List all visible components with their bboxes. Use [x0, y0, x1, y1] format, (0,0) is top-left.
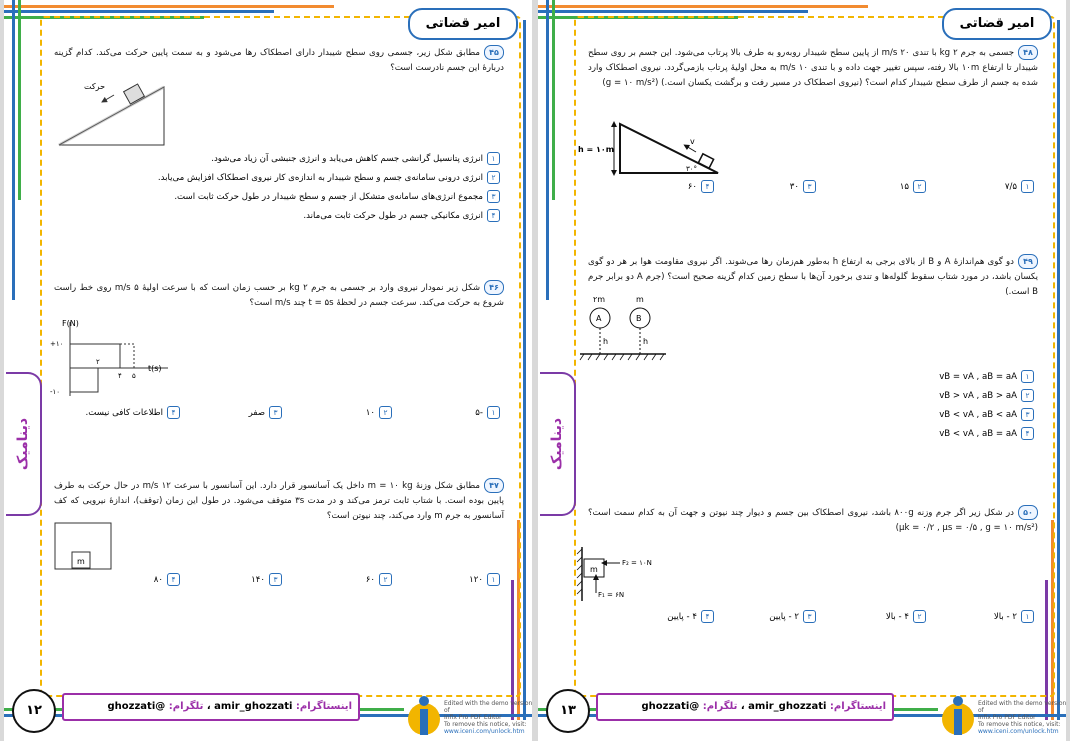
right-stripe-blue — [523, 20, 526, 720]
question-number: ۴۹ — [1018, 254, 1038, 269]
footer-social — [62, 693, 360, 721]
option-text: ۶۰ — [365, 575, 375, 585]
option-text: vB = vA , aB = aA — [939, 372, 1017, 382]
option-number: ۳ — [803, 180, 816, 193]
ball-b-label: B — [636, 314, 642, 323]
option-1[interactable] — [469, 573, 500, 586]
brand-logo-icon — [938, 689, 978, 737]
telegram-label: تلگرام: — [168, 701, 204, 712]
force-f1-label: F₁ = ۶N — [598, 591, 625, 599]
ball-a-label: A — [596, 314, 602, 323]
velocity-arrow — [686, 146, 696, 152]
option-text: ۱۲۰ — [469, 575, 483, 585]
question-text: جسمی به جرم ۲ kg با تندی ۲۰ m/s از پایین سطح شیبدار روبه‌رو به طرف بالا پرتاب می‌شود. این جسم بر روی سطح شیبدار تا ارتفاع ۱۰m بالا رفته، سپس تغییر جهت داده و با تندی ۱۰ m/s به محل اولیهٔ پرتاب بازمی‌گردد. نیروی اصطکاک وارد شده به جسم از طرف سطح شیبدار کدام است؟ (نیروی اصطکاک در مسیر رفت و برگشت یکسان است.) (g = ۱۰ m/s²) — [588, 48, 1038, 88]
option-number: ۲ — [379, 573, 392, 586]
watermark-line: Infix Pro PDF Editor — [978, 714, 1036, 721]
option-number: ۱ — [487, 152, 500, 165]
height-label-b: h — [643, 337, 649, 346]
side-tab-label: دینامیک — [15, 417, 31, 471]
option-number: ۲ — [1021, 389, 1034, 402]
question-text: دو گوی هم‌اندازهٔ A و B از بالای برجی به ارتفاع h به‌طور هم‌زمان رها می‌شوند. اگر نیروی مقاومت هوا بر هر دو گوی یکسان باشد، در مورد شتاب سقوط گلوله‌ها و تندی برخورد آن‌ها با سطح زمین کدام گزینه صحیح است؟ (جرم A دو برابر جرم B است.) — [588, 257, 1038, 297]
x-tick-3: ۵ — [132, 372, 136, 380]
option-text: ۱۰ — [365, 408, 375, 418]
instagram-label: اینستاگرام: — [295, 701, 352, 712]
force-f2-label: F₂ = ۱۰N — [622, 559, 652, 567]
option-2[interactable] — [158, 171, 500, 185]
watermark-line: Edited with the demo version of — [444, 700, 532, 714]
option-text: ۲ - پایین — [769, 612, 799, 622]
question-text: مطابق شکل زیر، جسمی روی سطح شیبدار دارای اصطکاک رها می‌شود و به سمت پایین حرکت می‌کند. کدام گزینه دربارهٔ این جسم نادرست است؟ — [54, 48, 504, 73]
demo-watermark — [978, 700, 1066, 735]
height-label-a: h — [603, 337, 609, 346]
watermark-link[interactable]: www.iceni.com/unlock.htm — [978, 728, 1059, 735]
option-text: ۶۰ — [687, 182, 697, 192]
option-text: انرژی پتانسیل گرانشی جسم کاهش می‌یابد و انرژی جنبشی آن زیاد می‌شود. — [211, 154, 483, 164]
top-stripe-blue — [538, 10, 808, 13]
telegram-handle[interactable]: @ghozzati — [641, 701, 700, 712]
side-tab — [540, 372, 576, 516]
side-tab-label: دینامیک — [549, 417, 565, 471]
separator: ، — [206, 701, 211, 712]
question-48 — [588, 45, 1038, 91]
option-text: vB > vA , aB > aA — [939, 391, 1017, 401]
option-3[interactable] — [251, 573, 282, 586]
question-number: ۵۰ — [1018, 505, 1038, 520]
option-text: ۴ - بالا — [885, 612, 909, 622]
option-text: صفر — [248, 408, 265, 418]
option-number: ۳ — [487, 190, 500, 203]
option-2[interactable] — [366, 573, 392, 586]
option-text: -۵ — [475, 408, 483, 418]
force-time-graph — [48, 316, 188, 400]
y-axis-label: F(N) — [62, 319, 79, 328]
option-text: ۸۰ — [153, 575, 163, 585]
option-3[interactable] — [249, 406, 282, 419]
top-stripe-orange — [4, 5, 334, 8]
option-3[interactable] — [174, 190, 500, 204]
header-title: امیر قضاتی — [942, 8, 1052, 40]
left-stripe-blue — [546, 0, 549, 300]
option-number: ۲ — [913, 180, 926, 193]
y-tick-pos: +۱۰ — [50, 340, 64, 348]
watermark-line: Edited with the demo version of — [978, 700, 1066, 714]
option-number: ۱ — [1021, 370, 1034, 383]
question-number: ۴۶ — [484, 280, 504, 295]
option-2[interactable] — [939, 389, 1034, 403]
option-text: ۱۵ — [899, 182, 909, 192]
telegram-handle[interactable]: @ghozzati — [107, 701, 166, 712]
motion-arrow — [102, 95, 114, 102]
option-text: انرژی مکانیکی جسم در طول حرکت ثابت می‌ماند. — [303, 211, 483, 221]
y-tick-neg: -۱۰ — [50, 388, 61, 396]
option-text: ۲ - بالا — [993, 612, 1017, 622]
option-number: ۴ — [167, 406, 180, 419]
balls-figure — [578, 292, 668, 362]
motion-label: حرکت — [84, 82, 106, 91]
angle-label: ۳۰° — [686, 165, 698, 173]
option-number: ۱ — [1021, 610, 1034, 623]
option-text: ۴ - پایین — [667, 612, 697, 622]
instagram-handle[interactable]: amir_ghozzati — [748, 701, 827, 712]
option-1[interactable] — [939, 370, 1034, 384]
x-axis-label: t(s) — [148, 364, 162, 373]
option-1[interactable] — [1005, 180, 1034, 193]
right-stripe-blue — [1057, 20, 1060, 720]
question-45 — [54, 45, 504, 76]
left-stripe-green — [18, 0, 21, 200]
option-text: ۳۰ — [789, 182, 799, 192]
option-2[interactable] — [366, 406, 392, 419]
option-4[interactable] — [667, 610, 714, 623]
watermark-line: Infix Pro PDF Editor — [444, 714, 502, 721]
question-number: ۴۵ — [484, 45, 504, 60]
velocity-label: v — [690, 137, 695, 146]
option-1[interactable] — [994, 610, 1034, 623]
mass-label: m — [590, 565, 598, 574]
question-47 — [54, 478, 504, 524]
option-number: ۳ — [269, 573, 282, 586]
question-number: ۴۷ — [484, 478, 504, 493]
instagram-handle[interactable]: amir_ghozzati — [214, 701, 293, 712]
option-number: ۴ — [167, 573, 180, 586]
instagram-label: اینستاگرام: — [829, 701, 886, 712]
option-number: ۱ — [487, 406, 500, 419]
x-tick-1: ۲ — [96, 358, 100, 366]
option-number: ۱ — [1021, 180, 1034, 193]
elevator-figure — [54, 522, 114, 572]
block — [698, 154, 713, 168]
option-number: ۲ — [913, 610, 926, 623]
option-text: vB < vA , aB < aA — [939, 410, 1017, 420]
question-46 — [54, 280, 504, 311]
option-2[interactable] — [886, 610, 926, 623]
option-text: vB < vA , aB = aA — [939, 429, 1017, 439]
option-3[interactable] — [939, 408, 1034, 422]
option-text: ۱۴۰ — [251, 575, 265, 585]
option-text: انرژی درونی سامانه‌ی جسم و سطح شیبدار به اندازه‌ی کار نیروی اصطکاک افزایش می‌یابد. — [157, 173, 483, 183]
option-number: ۴ — [1021, 427, 1034, 440]
option-3[interactable] — [769, 610, 816, 623]
option-4[interactable] — [688, 180, 714, 193]
top-stripe-orange — [538, 5, 868, 8]
option-1[interactable] — [475, 406, 500, 419]
x-tick-2: ۴ — [118, 372, 122, 380]
incline-figure — [578, 118, 728, 178]
wall-figure — [574, 545, 674, 603]
option-4[interactable] — [939, 427, 1034, 441]
option-number: ۲ — [487, 171, 500, 184]
left-page — [4, 0, 532, 741]
mass-label: m — [77, 557, 85, 566]
option-4[interactable] — [154, 573, 180, 586]
page-number: ۱۳ — [546, 689, 590, 733]
top-stripe-blue — [4, 10, 274, 13]
telegram-label: تلگرام: — [702, 701, 738, 712]
header-title: امیر قضاتی — [408, 8, 518, 40]
page-number: ۱۲ — [12, 689, 56, 733]
brand-logo-icon — [404, 689, 444, 737]
right-page — [538, 0, 1066, 741]
mass-b-label: m — [636, 295, 644, 304]
option-number: ۳ — [1021, 408, 1034, 421]
watermark-line: To remove this notice, visit: — [978, 721, 1061, 728]
footer-social — [596, 693, 894, 721]
option-number: ۴ — [701, 610, 714, 623]
height-label: h = ۱۰m — [578, 145, 615, 154]
option-number: ۱ — [487, 573, 500, 586]
option-3[interactable] — [790, 180, 816, 193]
question-text: در شکل زیر اگر جرم وزنه ۸۰۰g باشد، نیروی اصطکاک بین جسم و دیوار چند نیوتن و جهت آن به کدام سمت است؟ (μk = ۰/۲ , μs = ۰/۵ , g = ۱۰ m/s²) — [588, 508, 1038, 533]
left-stripe-blue — [12, 0, 15, 300]
option-1[interactable] — [211, 152, 500, 166]
side-tab — [6, 372, 42, 516]
option-number: ۴ — [487, 209, 500, 222]
watermark-line: To remove this notice, visit: — [444, 721, 527, 728]
option-text: اطلاعات کافی نیست. — [85, 408, 163, 418]
demo-watermark — [444, 700, 532, 735]
separator: ، — [740, 701, 745, 712]
option-4[interactable] — [303, 209, 500, 223]
watermark-link[interactable]: www.iceni.com/unlock.htm — [444, 728, 525, 735]
left-stripe-green — [552, 0, 555, 200]
incline-figure — [54, 75, 174, 150]
mass-a-label: ۲m — [593, 295, 606, 304]
option-number: ۳ — [803, 610, 816, 623]
question-number: ۴۸ — [1018, 45, 1038, 60]
question-text: مطابق شکل وزنهٔ m = ۱۰ kg داخل یک آسانسور قرار دارد. این آسانسور با سرعت ۱۲ m/s در حال حرکت به طرف پایین بوده است. با شتاب ثابت ترمز می‌کند و در مدت ۳s متوقف می‌شود. در طول این زمان (توقف)، اندازهٔ نیرویی که کف آسانسور به جرم m وارد می‌کند، چند نیوتن است؟ — [54, 481, 504, 521]
option-number: ۴ — [701, 180, 714, 193]
option-text: ۷/۵ — [1004, 182, 1017, 192]
option-text: مجموع انرژی‌های سامانه‌ی متشکل از جسم و سطح شیبدار در طول حرکت ثابت است. — [174, 192, 483, 202]
question-text: شکل زیر نمودار نیروی وارد بر جسمی به جرم ۲ kg بر حسب زمان است که با سرعت اولیهٔ ۵ m/s روی خط راست شروع به حرکت می‌کند. سرعت جسم در لحظهٔ t = ۵s چند m/s است؟ — [54, 283, 504, 308]
option-4[interactable] — [86, 406, 180, 419]
option-number: ۲ — [379, 406, 392, 419]
option-number: ۳ — [269, 406, 282, 419]
question-50 — [588, 505, 1038, 536]
option-2[interactable] — [900, 180, 926, 193]
